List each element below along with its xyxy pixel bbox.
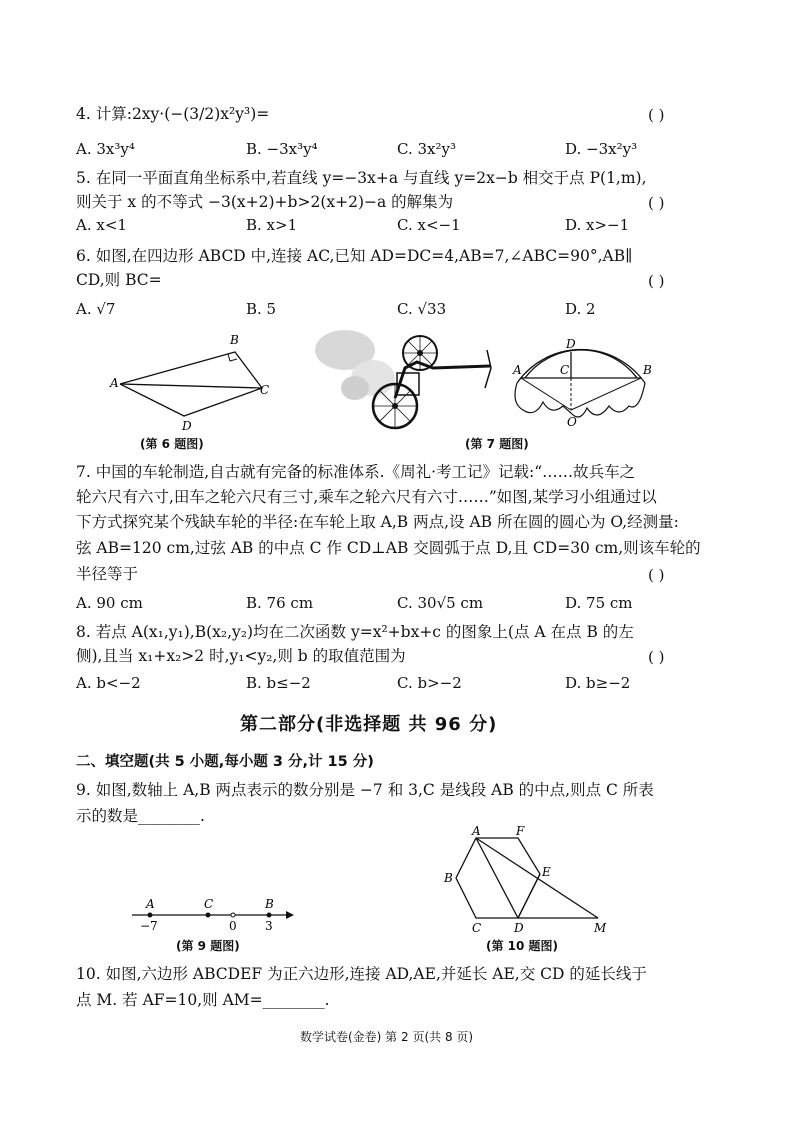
q5-stem-line2: 则关于 x 的不等式 −3(x+2)+b>2(x+2)−a 的解集为	[76, 193, 454, 211]
q10-stem-line2: 点 M. 若 AF=10,则 AM=________.	[76, 991, 330, 1009]
fig9-tick-zero: 0	[229, 919, 237, 933]
q6-answer-paren: ( )	[648, 272, 665, 290]
q7-option-d: D. 75 cm	[565, 594, 633, 612]
q4-option-a: A. 3x³y⁴	[76, 140, 135, 158]
part-two-title: 第二部分(非选择题 共 96 分)	[240, 714, 498, 735]
figure-6-caption: (第 6 题图)	[140, 437, 204, 451]
fig7-label-o: O	[567, 415, 577, 429]
fig7-label-b: B	[643, 363, 652, 377]
q7-stem-line3: 下方式探究某个残缺车轮的半径:在车轮上取 A,B 两点,设 AB 所在圆的圆心为 O,经测量:	[76, 513, 679, 531]
fig6-label-b: B	[230, 333, 239, 347]
figure-6-quadrilateral	[100, 322, 290, 432]
q6-option-c: C. √33	[397, 300, 447, 318]
q6-stem-line1: 6. 如图,在四边形 ABCD 中,连接 AC,已知 AD=DC=4,AB=7,∠ABC=90°,AB∥	[76, 247, 633, 265]
q8-answer-paren: ( )	[648, 648, 665, 666]
q5-stem-line1: 5. 在同一平面直角坐标系中,若直线 y=−3x+a 与直线 y=2x−b 相交于点 P(1,m),	[76, 169, 647, 187]
q7-stem-line1: 7. 中国的车轮制造,自古就有完备的标准体系.《周礼·考工记》记载:“……故兵车之	[76, 463, 636, 481]
q7-answer-paren: ( )	[648, 566, 665, 584]
figure-7-wheel-diagram	[505, 328, 665, 433]
fig10-label-b: B	[444, 871, 453, 885]
fig9-tick-three: 3	[265, 919, 273, 933]
q8-stem-line2: 侧),且当 x₁+x₂>2 时,y₁<y₂,则 b 的取值范围为	[76, 647, 406, 665]
q7-option-a: A. 90 cm	[76, 594, 143, 612]
fig7-label-c: C	[560, 363, 570, 377]
figure-9-caption: (第 9 题图)	[176, 939, 240, 953]
fig10-label-e: E	[542, 865, 551, 879]
q5-answer-paren: ( )	[648, 194, 665, 212]
fig6-label-d: D	[182, 419, 192, 432]
q5-option-a: A. x<1	[76, 216, 127, 234]
fig10-label-d: D	[514, 921, 524, 935]
q9-stem-line2: 示的数是________.	[76, 807, 205, 825]
q8-option-d: D. b≥−2	[565, 674, 631, 692]
fig6-label-c: C	[260, 383, 270, 397]
q5-option-d: D. x>−1	[565, 216, 630, 234]
q6-option-b: B. 5	[246, 300, 277, 318]
figure-10-hexagon	[438, 826, 618, 936]
fig7-label-a: A	[513, 363, 522, 377]
fill-in-section-title: 二、填空题(共 5 小题,每小题 3 分,计 15 分)	[76, 754, 374, 770]
fig9-label-a: A	[146, 897, 155, 911]
page-footer: 数学试卷(金卷) 第 2 页(共 8 页)	[300, 1030, 474, 1044]
fig10-label-f: F	[516, 826, 525, 838]
q9-stem-line1: 9. 如图,数轴上 A,B 两点表示的数分别是 −7 和 3,C 是线段 AB 的中点,则点 C 所表	[76, 781, 654, 799]
fig10-label-m: M	[594, 921, 607, 935]
q7-stem-line4: 弦 AB=120 cm,过弦 AB 的中点 C 作 CD⊥AB 交圆弧于点 D,且 CD=30 cm,则该车轮的	[76, 539, 701, 557]
q4-answer-paren: ( )	[648, 106, 665, 124]
q8-option-b: B. b≤−2	[246, 674, 311, 692]
figure-7-caption: (第 7 题图)	[465, 437, 529, 451]
fig6-label-a: A	[110, 376, 119, 390]
q6-stem-line2: CD,则 BC=	[76, 271, 162, 289]
q5-option-c: C. x<−1	[397, 216, 461, 234]
q7-option-b: B. 76 cm	[246, 594, 314, 612]
figure-10-caption: (第 10 题图)	[486, 939, 559, 953]
figure-9-number-line	[128, 890, 303, 940]
q4-option-b: B. −3x³y⁴	[246, 140, 318, 158]
q10-stem-line1: 10. 如图,六边形 ABCDEF 为正六边形,连接 AD,AE,并延长 AE,交 CD 的延长线于	[76, 965, 647, 983]
q4-option-c: C. 3x²y³	[397, 140, 456, 158]
fig9-tick-minus7: −7	[140, 919, 158, 933]
q8-option-a: A. b<−2	[76, 674, 141, 692]
fig9-label-c: C	[204, 897, 214, 911]
fig9-label-b: B	[265, 897, 274, 911]
q7-option-c: C. 30√5 cm	[397, 594, 484, 612]
fig7-label-d: D	[566, 337, 576, 351]
figure-7-chariot-illustration	[305, 328, 505, 433]
q4-option-d: D. −3x²y³	[565, 140, 638, 158]
q6-option-a: A. √7	[76, 300, 116, 318]
q8-stem-line1: 8. 若点 A(x₁,y₁),B(x₂,y₂)均在二次函数 y=x²+bx+c 的图象上(点 A 在点 B 的左	[76, 623, 634, 641]
q6-option-d: D. 2	[565, 300, 596, 318]
q5-option-b: B. x>1	[246, 216, 298, 234]
q8-option-c: C. b>−2	[397, 674, 462, 692]
q7-stem-line5: 半径等于	[76, 565, 139, 583]
fig10-label-a: A	[472, 826, 481, 838]
fig10-label-c: C	[472, 921, 482, 935]
q4-stem: 4. 计算:2xy·(−(3/2)x²y³)=	[76, 105, 270, 123]
q7-stem-line2: 轮六尺有六寸,田车之轮六尺有三寸,乘车之轮六尺有六寸……”如图,某学习小组通过以	[76, 488, 657, 506]
